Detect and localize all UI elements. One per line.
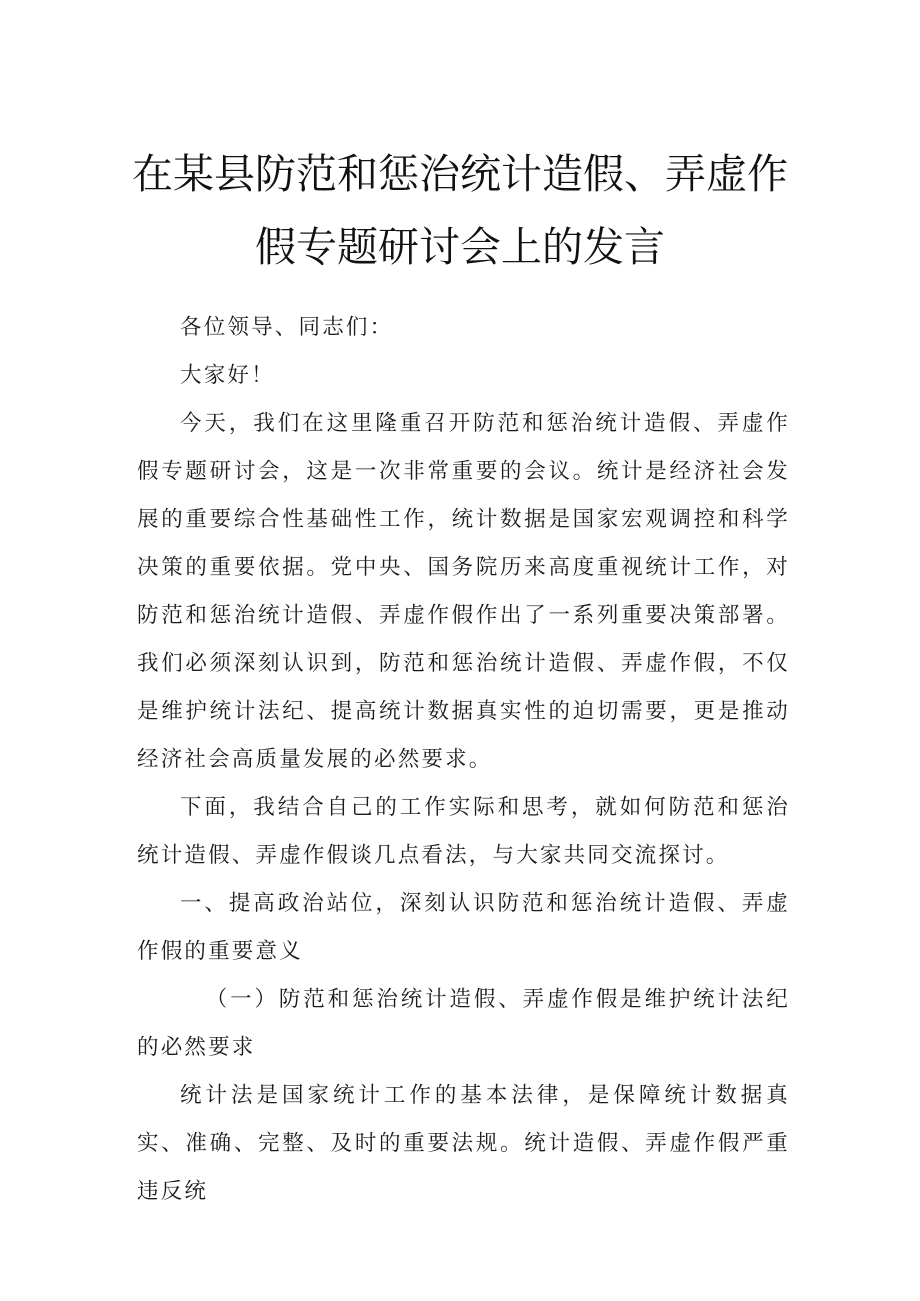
subsection-heading-1: （一）防范和惩治统计造假、弄虚作假是维护统计法纪的必然要求 — [137, 987, 790, 1060]
paragraph-statistics-law: 统计法是国家统计工作的基本法律，是保障统计数据真实、准确、完整、及时的重要法规。统计造假、弄虚作假严重违反统 — [137, 1083, 790, 1204]
paragraph-intro: 今天，我们在这里隆重召开防范和惩治统计造假、弄虚作假专题研讨会，这是一次非常重要的会议。统计是经济社会发展的重要综合性基础性工作，统计数据是国家宏观调控和科学决策的重要依据。党中央、国务院历来高度重视统计工作，对防范和惩治统计造假、弄虚作假作出了一系列重要决策部署。我们必须深刻认识到，防范和惩治统计造假、弄虚作假，不仅是维护统计法纪、提高统计数据真实性的迫切需要，更是推动经济社会高质量发展的必然要求。 — [137, 411, 790, 772]
greeting: 大家好！ — [180, 363, 275, 388]
salutation: 各位领导、同志们： — [180, 315, 394, 340]
paragraph-transition: 下面，我结合自己的工作实际和思考，就如何防范和惩治统计造假、弄虚作假谈几点看法，与大家共同交流探讨。 — [137, 795, 790, 868]
document-title: 在某县防范和惩治统计造假、弄虚作假专题研讨会上的发言 — [132, 150, 788, 271]
document-body — [137, 304, 790, 1216]
section-heading-1: 一、提高政治站位，深刻认识防范和惩治统计造假、弄虚作假的重要意义 — [137, 891, 790, 964]
